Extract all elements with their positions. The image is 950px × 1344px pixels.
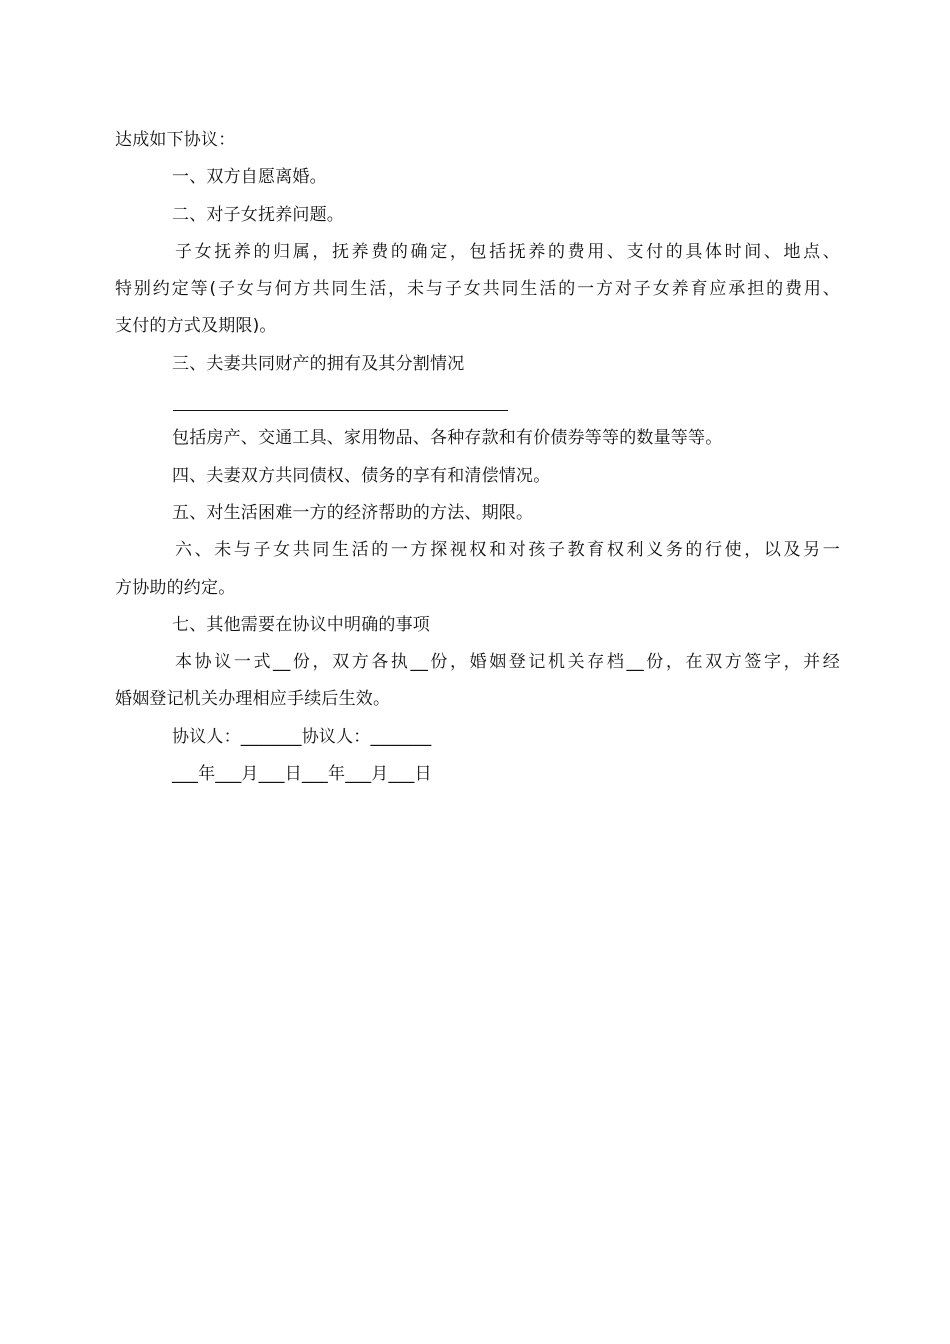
clause-5: 五、对生活困难一方的经济帮助的方法、期限。 [172,502,534,523]
clause-6-line-2: 方协助的约定。 [115,577,236,598]
clause-3-detail: 包括房产、交通工具、家用物品、各种存款和有价债券等等的数量等等。 [172,428,723,449]
agreement-body [115,122,840,793]
clause-2-detail-line-1: 子女抚养的归属，抚养费的确定，包括抚养的费用、支付的具体时间、地点、 [175,241,840,262]
copies-note-line-1: 本协议一式__份，双方各执__份，婚姻登记机关存档__份，在双方签字，并经 [175,652,840,673]
clause-6-line-1: 六、未与子女共同生活的一方探视权和对孩子教育权利义务的行使，以及另一 [175,540,840,561]
agreement-intro: 达成如下协议： [115,130,236,150]
copies-note-line-2: 婚姻登记机关办理相应手续后生效。 [115,689,391,710]
clause-3-blank-row [115,383,840,420]
clause-7: 七、其他需要在协议中明确的事项 [172,614,430,635]
signature-line: 协议人：_______协议人：_______ [172,726,432,747]
clause-3-heading: 三、夫妻共同财产的拥有及其分割情况 [172,353,465,374]
date-line: ___年___月___日___年___月___日 [172,764,432,785]
clause-2-heading: 二、对子女抚养问题。 [172,204,344,225]
clause-4: 四、夫妻双方共同债权、债务的享有和清偿情况。 [172,465,551,486]
clause-1: 一、双方自愿离婚。 [172,167,327,188]
clause-2-detail-line-3: 支付的方式及期限)。 [115,316,277,337]
blank-fill-line [173,410,508,411]
clause-2-detail-line-2: 特别约定等(子女与何方共同生活，未与子女共同生活的一方对子女养育应承担的费用、 [115,279,840,300]
